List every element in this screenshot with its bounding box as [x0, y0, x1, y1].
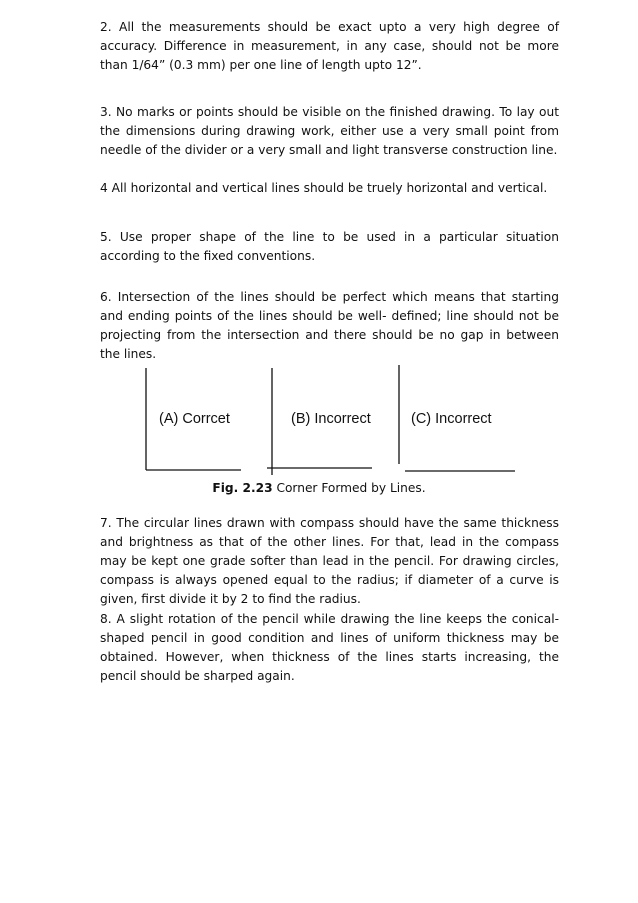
paragraph-6: 6. Intersection of the lines should be perfect which means that starting and ending points of the lines should be well- defined; line should not be projecting from the intersection and there should be no gap in between the lines. — [100, 290, 559, 361]
figure-label-a: (A) Corrcet — [159, 411, 230, 427]
paragraph-7: 7. The circular lines drawn with compass should have the same thickness and brightness as that of the other lines. For that, lead in the compass may be kept one grade softer than lead in the pencil. For drawing circles, compass is always opened equal to the radius; if diameter of a curve is given, first divide it by 2 to find the radius. — [100, 516, 559, 606]
paragraph-4: 4 All horizontal and vertical lines should be truely horizontal and vertical. — [100, 181, 548, 195]
corner-lines-figure — [0, 360, 638, 480]
paragraph-2: 2. All the measurements should be exact upto a very high degree of accuracy. Difference in measurement, in any case, should not be more than 1/64” (0.3 mm) per one line of length upto 12”. — [100, 20, 559, 72]
paragraph-3: 3. No marks or points should be visible on the finished drawing. To lay out the dimensions during drawing work, either use a very small point from needle of the divider or a very small and light transverse construction line. — [100, 105, 559, 157]
figure-number: Fig. 2.23 — [212, 481, 273, 495]
figure-label-c: (C) Incorrect — [411, 411, 492, 427]
figure-caption — [0, 481, 638, 495]
paragraph-5: 5. Use proper shape of the line to be used in a particular situation according to the fixed conventions. — [100, 230, 559, 263]
figure-label-b: (B) Incorrect — [291, 411, 371, 427]
figure-caption-text: Corner Formed by Lines. — [272, 481, 426, 495]
paragraph-8: 8. A slight rotation of the pencil while drawing the line keeps the conical-shaped pencil in good condition and lines of uniform thickness may be obtained. However, when thickness of the lines starts increasing, the pencil should be sharped again. — [100, 612, 559, 683]
